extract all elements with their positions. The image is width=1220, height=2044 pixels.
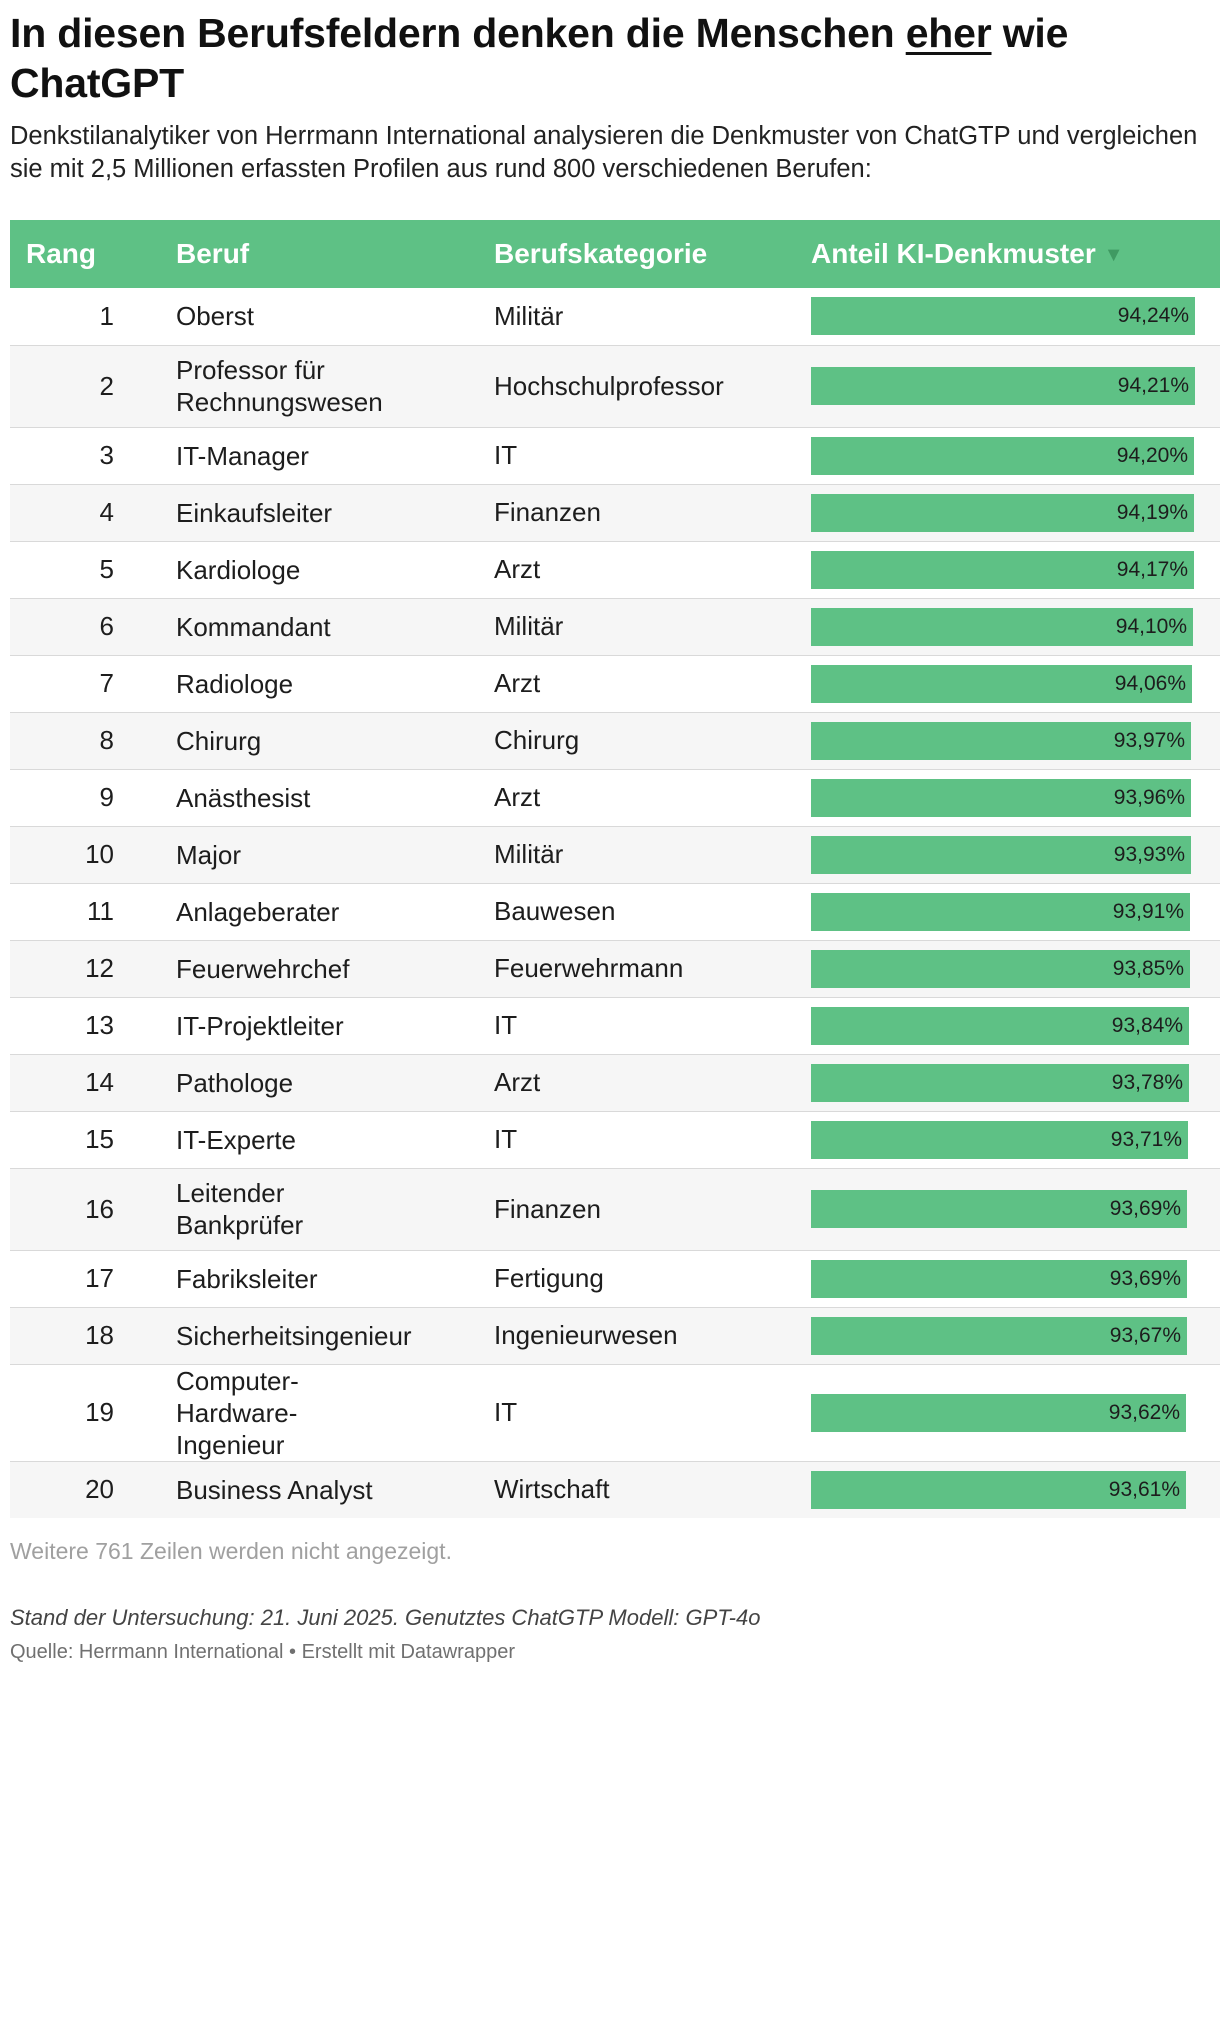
share-value-label: 93,96%	[1113, 785, 1185, 809]
cell-category: IT	[494, 1111, 811, 1168]
share-value-label: 94,20%	[1116, 443, 1188, 467]
cell-category: Finanzen	[494, 484, 811, 541]
share-value-label: 93,61%	[1108, 1477, 1180, 1501]
chart-title: In diesen Berufsfeldern denken die Menschen eher wie ChatGPT	[10, 10, 1069, 106]
cell-rank: 20	[10, 1461, 176, 1518]
share-value-label: 93,69%	[1109, 1266, 1181, 1290]
cell-category: Militär	[494, 288, 811, 345]
cell-job: Kommandant	[176, 611, 331, 642]
bar-track	[811, 722, 1195, 760]
cell-job: Leitender Bankprüfer	[176, 1178, 304, 1240]
cell-rank: 6	[10, 598, 176, 655]
cell-job: IT-Experte	[176, 1124, 296, 1155]
cell-category: Ingenieurwesen	[494, 1307, 811, 1364]
cell-rank: 18	[10, 1307, 176, 1364]
bar-track	[811, 779, 1195, 817]
table-row	[10, 1168, 1220, 1250]
source-line: Quelle: Herrmann International • Erstellt mit Datawrapper	[10, 1641, 515, 1663]
cell-rank: 12	[10, 940, 176, 997]
share-value-label: 93,93%	[1113, 842, 1185, 866]
table-row	[10, 1307, 1220, 1364]
share-value-label: 94,19%	[1116, 500, 1188, 524]
bar-track	[811, 551, 1195, 589]
cell-job: Pathologe	[176, 1067, 294, 1098]
cell-rank: 15	[10, 1111, 176, 1168]
share-value-label: 93,85%	[1112, 956, 1184, 980]
share-value-label: 94,24%	[1117, 304, 1189, 328]
cell-job: IT-Projektleiter	[176, 1010, 344, 1041]
cell-category: Militär	[494, 598, 811, 655]
cell-job: IT-Manager	[176, 440, 309, 471]
share-value-label: 94,06%	[1114, 671, 1186, 695]
bar-track	[811, 297, 1195, 335]
bar-track	[811, 608, 1195, 646]
bar-track	[811, 950, 1195, 988]
bar-track	[811, 665, 1195, 703]
cell-category: Hochschulprofessor	[494, 345, 811, 427]
cell-job: Einkaufsleiter	[176, 497, 333, 528]
table-row	[10, 655, 1220, 712]
bar-track	[811, 1121, 1195, 1159]
sort-descending-icon[interactable]: ▼	[1103, 244, 1124, 266]
cell-category: Arzt	[494, 769, 811, 826]
bar-track	[811, 1007, 1195, 1045]
table-row	[10, 826, 1220, 883]
cell-rank: 2	[10, 345, 176, 427]
table-row	[10, 940, 1220, 997]
table-row	[10, 769, 1220, 826]
cell-rank: 3	[10, 427, 176, 484]
column-header-rang[interactable]: Rang	[10, 220, 176, 288]
table-row	[10, 484, 1220, 541]
column-header-beruf[interactable]: Beruf	[176, 220, 494, 288]
share-value-label: 93,97%	[1113, 728, 1185, 752]
title-emphasis: eher	[905, 10, 992, 56]
bar-track	[811, 893, 1195, 931]
cell-category: IT	[494, 427, 811, 484]
bar-track	[811, 1190, 1195, 1228]
cell-job: Anlageberater	[176, 896, 340, 927]
bar-track	[811, 1260, 1195, 1298]
column-header-anteil[interactable]	[811, 220, 1220, 288]
share-value-label: 94,17%	[1116, 557, 1188, 581]
table-row	[10, 712, 1220, 769]
column-header-anteil-label: Anteil KI-Denkmuster	[811, 238, 1096, 269]
table-row	[10, 883, 1220, 940]
table-body	[10, 288, 1220, 1518]
share-value-label: 94,10%	[1115, 614, 1187, 638]
bar-track	[811, 1394, 1195, 1432]
bar-track	[811, 367, 1195, 405]
cell-rank: 9	[10, 769, 176, 826]
table-row	[10, 1461, 1220, 1518]
cell-rank: 10	[10, 826, 176, 883]
bar-track	[811, 836, 1195, 874]
bar-track	[811, 494, 1195, 532]
cell-rank: 13	[10, 997, 176, 1054]
cell-category: Arzt	[494, 1054, 811, 1111]
cell-rank: 4	[10, 484, 176, 541]
share-value-label: 94,21%	[1117, 374, 1189, 397]
chart-subtitle: Denkstilanalytiker von Herrmann International analysieren die Denkmuster von ChatGTP und vergleichen sie mit 2,5 Millionen erfassten Profilen aus rund 800 verschiedenen Berufen:	[10, 122, 1198, 183]
cell-category: Arzt	[494, 655, 811, 712]
cell-rank: 5	[10, 541, 176, 598]
share-value-label: 93,84%	[1111, 1013, 1183, 1037]
cell-rank: 14	[10, 1054, 176, 1111]
cell-category: Chirurg	[494, 712, 811, 769]
cell-rank: 11	[10, 883, 176, 940]
cell-job: Anästhesist	[176, 782, 311, 813]
cell-job: Professor für Rechnungswesen	[176, 355, 383, 417]
cell-job: Major	[176, 839, 242, 870]
table-row	[10, 1250, 1220, 1307]
cell-category: Militär	[494, 826, 811, 883]
cell-job: Business Analyst	[176, 1474, 373, 1505]
cell-rank: 17	[10, 1250, 176, 1307]
share-value-label: 93,62%	[1108, 1400, 1180, 1424]
table-row	[10, 345, 1220, 427]
cell-job: Sicherheitsingenieur	[176, 1320, 412, 1351]
bar-track	[811, 1471, 1195, 1509]
cell-job: Oberst	[176, 301, 255, 332]
table-row	[10, 288, 1220, 345]
cell-rank: 8	[10, 712, 176, 769]
cell-rank: 1	[10, 288, 176, 345]
cell-category: Feuerwehrmann	[494, 940, 811, 997]
table-row	[10, 1364, 1220, 1461]
table-row	[10, 598, 1220, 655]
footnote: Stand der Untersuchung: 21. Juni 2025. Genutztes ChatGTP Modell: GPT-4o	[10, 1605, 761, 1630]
cell-category: Finanzen	[494, 1168, 811, 1250]
table-header-row	[10, 220, 1220, 288]
table-row	[10, 1054, 1220, 1111]
cell-category: IT	[494, 997, 811, 1054]
cell-rank: 16	[10, 1168, 176, 1250]
share-value-label: 93,71%	[1110, 1127, 1182, 1151]
cell-category: Wirtschaft	[494, 1461, 811, 1518]
cell-rank: 19	[10, 1364, 176, 1461]
share-value-label: 93,78%	[1111, 1070, 1183, 1094]
cell-rank: 7	[10, 655, 176, 712]
bar-track	[811, 437, 1195, 475]
share-value-label: 93,67%	[1109, 1323, 1181, 1347]
table-row	[10, 541, 1220, 598]
cell-category: Fertigung	[494, 1250, 811, 1307]
table-row	[10, 997, 1220, 1054]
share-value-label: 93,69%	[1109, 1197, 1181, 1220]
bar-track	[811, 1064, 1195, 1102]
column-header-berufskategorie[interactable]: Berufskategorie	[494, 220, 811, 288]
cell-job: Radiologe	[176, 668, 294, 699]
cell-category: Arzt	[494, 541, 811, 598]
ranking-table	[10, 220, 1220, 1518]
share-value-label: 93,91%	[1112, 899, 1184, 923]
cell-job: Kardiologe	[176, 554, 301, 585]
cell-job: Feuerwehrchef	[176, 953, 350, 984]
table-row	[10, 427, 1220, 484]
cell-job: Fabriksleiter	[176, 1263, 318, 1294]
bar-track	[811, 1317, 1195, 1355]
more-rows-note: Weitere 761 Zeilen werden nicht angezeigt.	[10, 1538, 452, 1564]
cell-category: IT	[494, 1364, 811, 1461]
cell-job: Chirurg	[176, 725, 262, 756]
table-row	[10, 1111, 1220, 1168]
cell-job: Computer-Hardware-Ingenieur	[176, 1365, 299, 1460]
cell-category: Bauwesen	[494, 883, 811, 940]
